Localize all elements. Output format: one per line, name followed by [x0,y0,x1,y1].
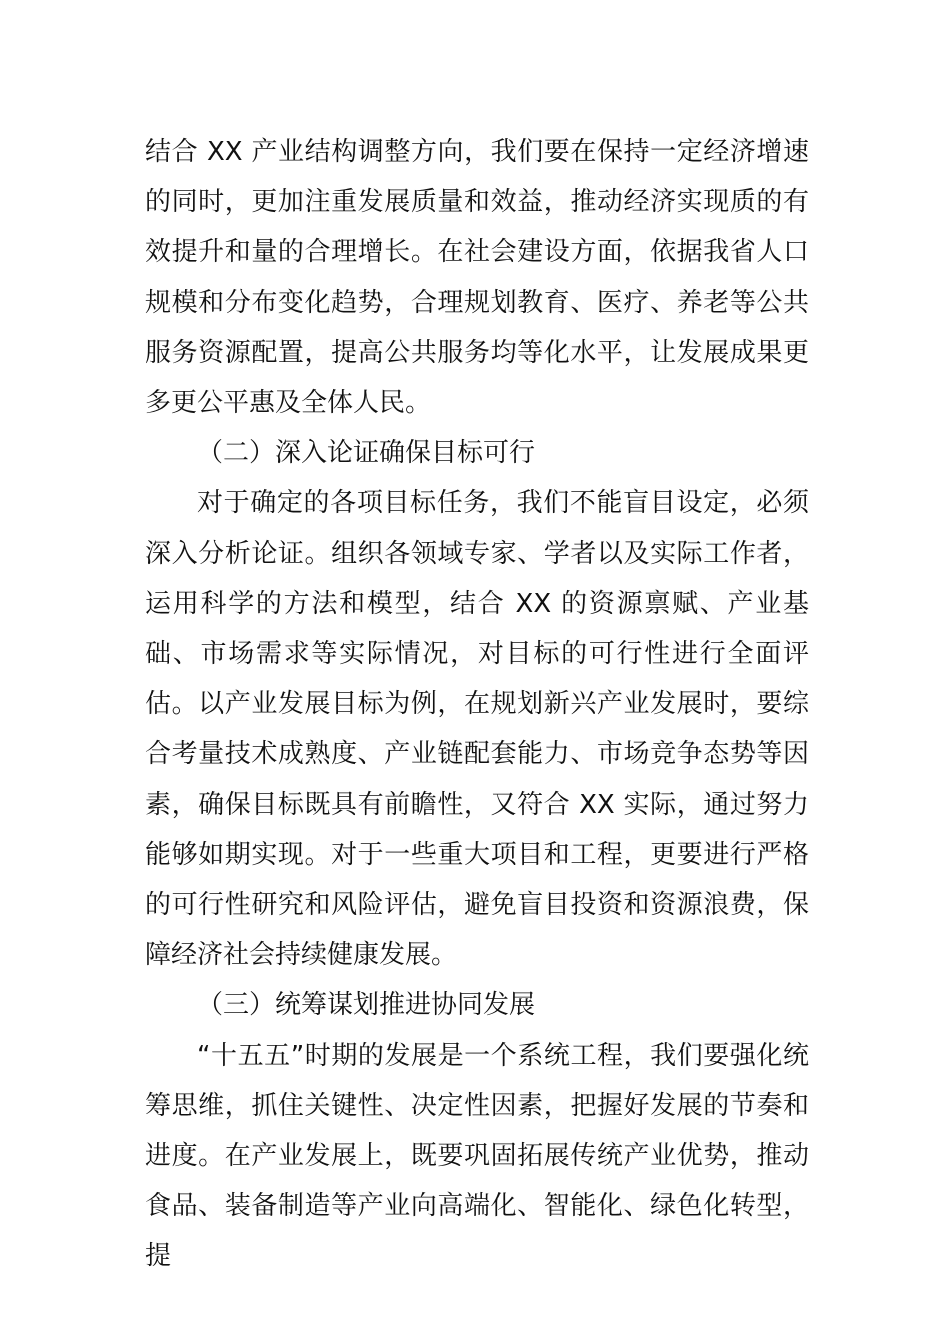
body-paragraph: 对于确定的各项目标任务，我们不能盲目设定，必须深入分析论证。组织各领域专家、学者以及实际工作者，运用科学的方法和模型，结合 XX 的资源禀赋、产业基础、市场需求等实际情况，对目标的可行性进行全面评估。以产业发展目标为例，在规划新兴产业发展时，要综合考量技术成熟度、产业链配套能力、市场竞争态势等因素，确保目标既具有前瞻性，又符合 XX 实际，通过努力能够如期实现。对于一些重大项目和工程，更要进行严格的可行性研究和风险评估，避免盲目投资和资源浪费，保障经济社会持续健康发展。 [145,488,809,971]
document-body [145,127,809,1282]
section-heading: （三）统筹谋划推进协同发展 [197,990,536,1021]
body-paragraph: 结合 XX 产业结构调整方向，我们要在保持一定经济增速的同时，更加注重发展质量和效益，推动经济实现质的有效提升和量的合理增长。在社会建设方面，依据我省人口规模和分布变化趋势，合理规划教育、医疗、养老等公共服务资源配置，提高公共服务均等化水平，让发展成果更多更公平惠及全体人民。 [145,137,809,419]
body-paragraph: “十五五”时期的发展是一个系统工程，我们要强化统筹思维，抓住关键性、决定性因素，把握好发展的节奏和进度。在产业发展上，既要巩固拓展传统产业优势，推动食品、装备制造等产业向高端化、智能化、绿色化转型，提 [145,1040,809,1272]
section-heading: （二）深入论证确保目标可行 [197,438,536,469]
